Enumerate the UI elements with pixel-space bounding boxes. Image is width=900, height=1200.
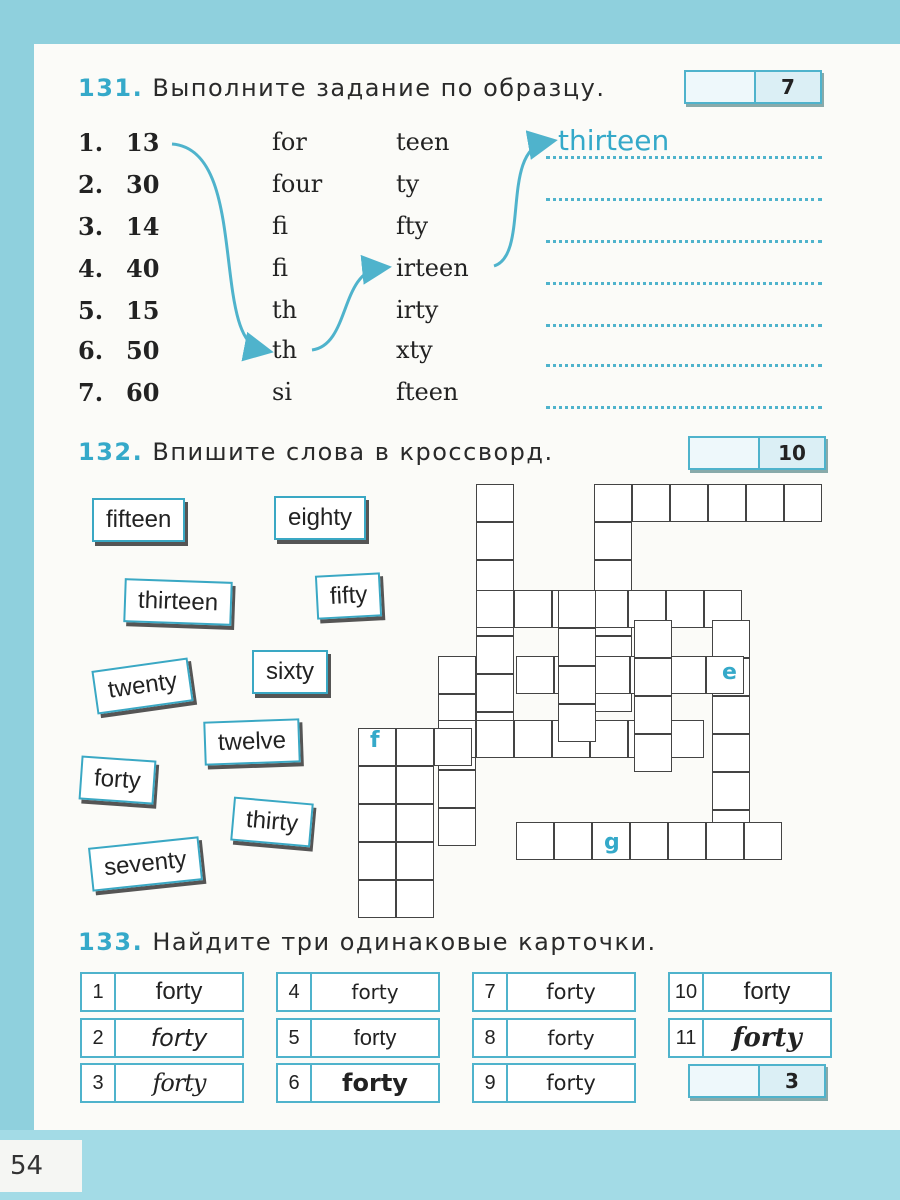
word-part-start: fi <box>272 212 289 240</box>
card-word: forty <box>547 1026 595 1050</box>
crossword-cell[interactable] <box>554 822 592 860</box>
crossword-cell[interactable] <box>712 772 750 810</box>
number-item: 5. <box>78 296 104 325</box>
number-item: 3. <box>78 212 104 241</box>
arrow-th-to-irteen <box>312 268 380 350</box>
forty-card[interactable] <box>80 1063 244 1103</box>
number-digits: 15 <box>126 296 160 325</box>
word-part-end: xty <box>396 336 433 364</box>
crossword-cell[interactable] <box>634 696 672 734</box>
crossword-cell[interactable] <box>516 822 554 860</box>
forty-card[interactable] <box>276 972 440 1012</box>
number-digits: 13 <box>126 128 160 157</box>
arrow-13-to-th <box>172 144 262 350</box>
number-digits: 60 <box>126 378 160 407</box>
word-part-start: for <box>272 128 307 156</box>
exercise-133-title <box>78 928 657 956</box>
crossword-cell[interactable] <box>558 628 596 666</box>
card-number: 5 <box>278 1020 312 1056</box>
crossword-cell[interactable] <box>396 804 434 842</box>
forty-card[interactable] <box>472 1063 636 1103</box>
crossword-cell[interactable] <box>438 770 476 808</box>
arrow-irteen-to-answer <box>494 142 546 266</box>
card-number: 11 <box>670 1020 704 1056</box>
card-number: 9 <box>474 1065 508 1101</box>
card-word: forty <box>152 1069 206 1097</box>
number-item: 7. <box>78 378 104 407</box>
number-digits: 50 <box>126 336 160 365</box>
crossword-cell[interactable] <box>396 842 434 880</box>
card-word: forty <box>150 1024 208 1052</box>
exercise-132-title <box>78 438 554 466</box>
sample-answer: thirteen <box>558 124 670 157</box>
crossword-cell[interactable] <box>438 656 476 694</box>
crossword-cell[interactable] <box>706 822 744 860</box>
forty-card[interactable] <box>472 972 636 1012</box>
card-number: 6 <box>278 1065 312 1101</box>
forty-card[interactable] <box>276 1063 440 1103</box>
crossword-cell[interactable] <box>396 728 434 766</box>
score-value: 10 <box>760 438 824 468</box>
crossword-cell[interactable] <box>668 656 706 694</box>
word-part-end: ty <box>396 170 420 198</box>
word-part-end: irty <box>396 296 439 324</box>
crossword-letter: e <box>722 660 737 685</box>
card-number: 1 <box>82 974 116 1010</box>
crossword-cell[interactable] <box>476 484 514 522</box>
forty-card[interactable] <box>276 1018 440 1058</box>
card-word: forty <box>732 1023 802 1053</box>
word-card[interactable]: sixty <box>252 650 328 694</box>
word-part-end: irteen <box>396 254 469 282</box>
crossword-cell[interactable] <box>476 720 514 758</box>
card-number: 8 <box>474 1020 508 1056</box>
word-card[interactable]: twelve <box>203 718 301 765</box>
score-box <box>688 1064 826 1098</box>
word-part-start: th <box>272 296 298 324</box>
score-box <box>688 436 826 470</box>
word-part-start: th <box>272 336 298 364</box>
crossword-cell[interactable] <box>634 734 672 772</box>
crossword-cell[interactable] <box>746 484 784 522</box>
crossword-letter: g <box>604 830 620 855</box>
crossword-cell[interactable] <box>514 720 552 758</box>
card-word: forty <box>743 978 791 1005</box>
card-word: forty <box>342 1069 408 1097</box>
word-part-end: fty <box>396 212 429 240</box>
forty-card[interactable] <box>80 1018 244 1058</box>
crossword-cell[interactable] <box>784 484 822 522</box>
crossword-cell[interactable] <box>668 822 706 860</box>
crossword-cell[interactable] <box>396 766 434 804</box>
number-digits: 30 <box>126 170 160 199</box>
word-part-end: fteen <box>396 378 459 406</box>
exercise-instruction: Впишите слова в кроссворд. <box>152 438 554 466</box>
crossword-cell[interactable] <box>594 522 632 560</box>
card-number: 2 <box>82 1020 116 1056</box>
card-number: 7 <box>474 974 508 1010</box>
exercise-number: 132. <box>78 438 144 466</box>
crossword-cell[interactable] <box>558 590 596 628</box>
score-value: 7 <box>756 72 820 102</box>
number-item: 6. <box>78 336 104 365</box>
card-number: 3 <box>82 1065 116 1101</box>
card-word: forty <box>155 978 203 1005</box>
crossword-cell[interactable] <box>358 842 396 880</box>
forty-card[interactable] <box>668 972 832 1012</box>
card-word: forty <box>351 980 399 1004</box>
word-part-start: fi <box>272 254 289 282</box>
crossword-cell[interactable] <box>634 658 672 696</box>
score-value: 3 <box>760 1066 824 1096</box>
forty-card[interactable] <box>80 972 244 1012</box>
crossword-cell[interactable] <box>396 880 434 918</box>
exercise-instruction: Выполните задание по образцу. <box>152 74 606 102</box>
word-card[interactable]: twenty <box>91 657 194 714</box>
crossword-cell[interactable] <box>476 674 514 712</box>
crossword-cell[interactable] <box>476 522 514 560</box>
card-word: forty <box>546 1071 596 1095</box>
page-number: 54 <box>0 1140 82 1192</box>
crossword-cell[interactable] <box>516 656 554 694</box>
number-digits: 14 <box>126 212 160 241</box>
exercise-number: 131. <box>78 74 144 102</box>
crossword-cell[interactable] <box>712 620 750 658</box>
word-part-start: four <box>272 170 323 198</box>
number-digits: 40 <box>126 254 160 283</box>
crossword-cell[interactable] <box>630 822 668 860</box>
crossword-cell[interactable] <box>514 590 552 628</box>
card-number: 4 <box>278 974 312 1010</box>
forty-card[interactable] <box>668 1018 832 1058</box>
word-card[interactable]: forty <box>79 755 157 804</box>
crossword-cell[interactable] <box>632 484 670 522</box>
number-item: 1. <box>78 128 104 157</box>
word-card[interactable]: fifteen <box>92 498 185 542</box>
card-word: forty <box>353 1025 397 1050</box>
crossword-cell[interactable] <box>634 620 672 658</box>
word-card[interactable]: eighty <box>274 496 366 540</box>
forty-card[interactable] <box>472 1018 636 1058</box>
word-part-end: teen <box>396 128 450 156</box>
crossword-cell[interactable] <box>712 734 750 772</box>
crossword-cell[interactable] <box>594 484 632 522</box>
crossword-cell[interactable] <box>558 666 596 704</box>
card-word: forty <box>546 980 596 1004</box>
number-item: 4. <box>78 254 104 283</box>
crossword-letter: f <box>370 728 380 753</box>
crossword-cell[interactable] <box>712 696 750 734</box>
crossword-cell[interactable] <box>476 636 514 674</box>
crossword-cell[interactable] <box>434 728 472 766</box>
crossword-cell[interactable] <box>438 808 476 846</box>
word-card[interactable]: thirteen <box>123 578 233 626</box>
crossword-cell[interactable] <box>358 804 396 842</box>
crossword-cell[interactable] <box>744 822 782 860</box>
crossword-cell[interactable] <box>558 704 596 742</box>
crossword-cell[interactable] <box>670 484 708 522</box>
word-card[interactable]: thirty <box>230 797 314 848</box>
crossword-cell[interactable] <box>708 484 746 522</box>
number-item: 2. <box>78 170 104 199</box>
crossword-cell[interactable] <box>358 880 396 918</box>
word-part-start: si <box>272 378 292 406</box>
word-card[interactable]: fifty <box>315 572 383 619</box>
crossword-cell[interactable] <box>358 766 396 804</box>
exercise-number: 133. <box>78 928 144 956</box>
exercise-instruction: Найдите три одинаковые карточки. <box>152 928 657 956</box>
crossword-cell[interactable] <box>476 590 514 628</box>
crossword-cell[interactable] <box>592 656 630 694</box>
card-number: 10 <box>670 974 704 1010</box>
word-card[interactable]: seventy <box>88 836 203 891</box>
